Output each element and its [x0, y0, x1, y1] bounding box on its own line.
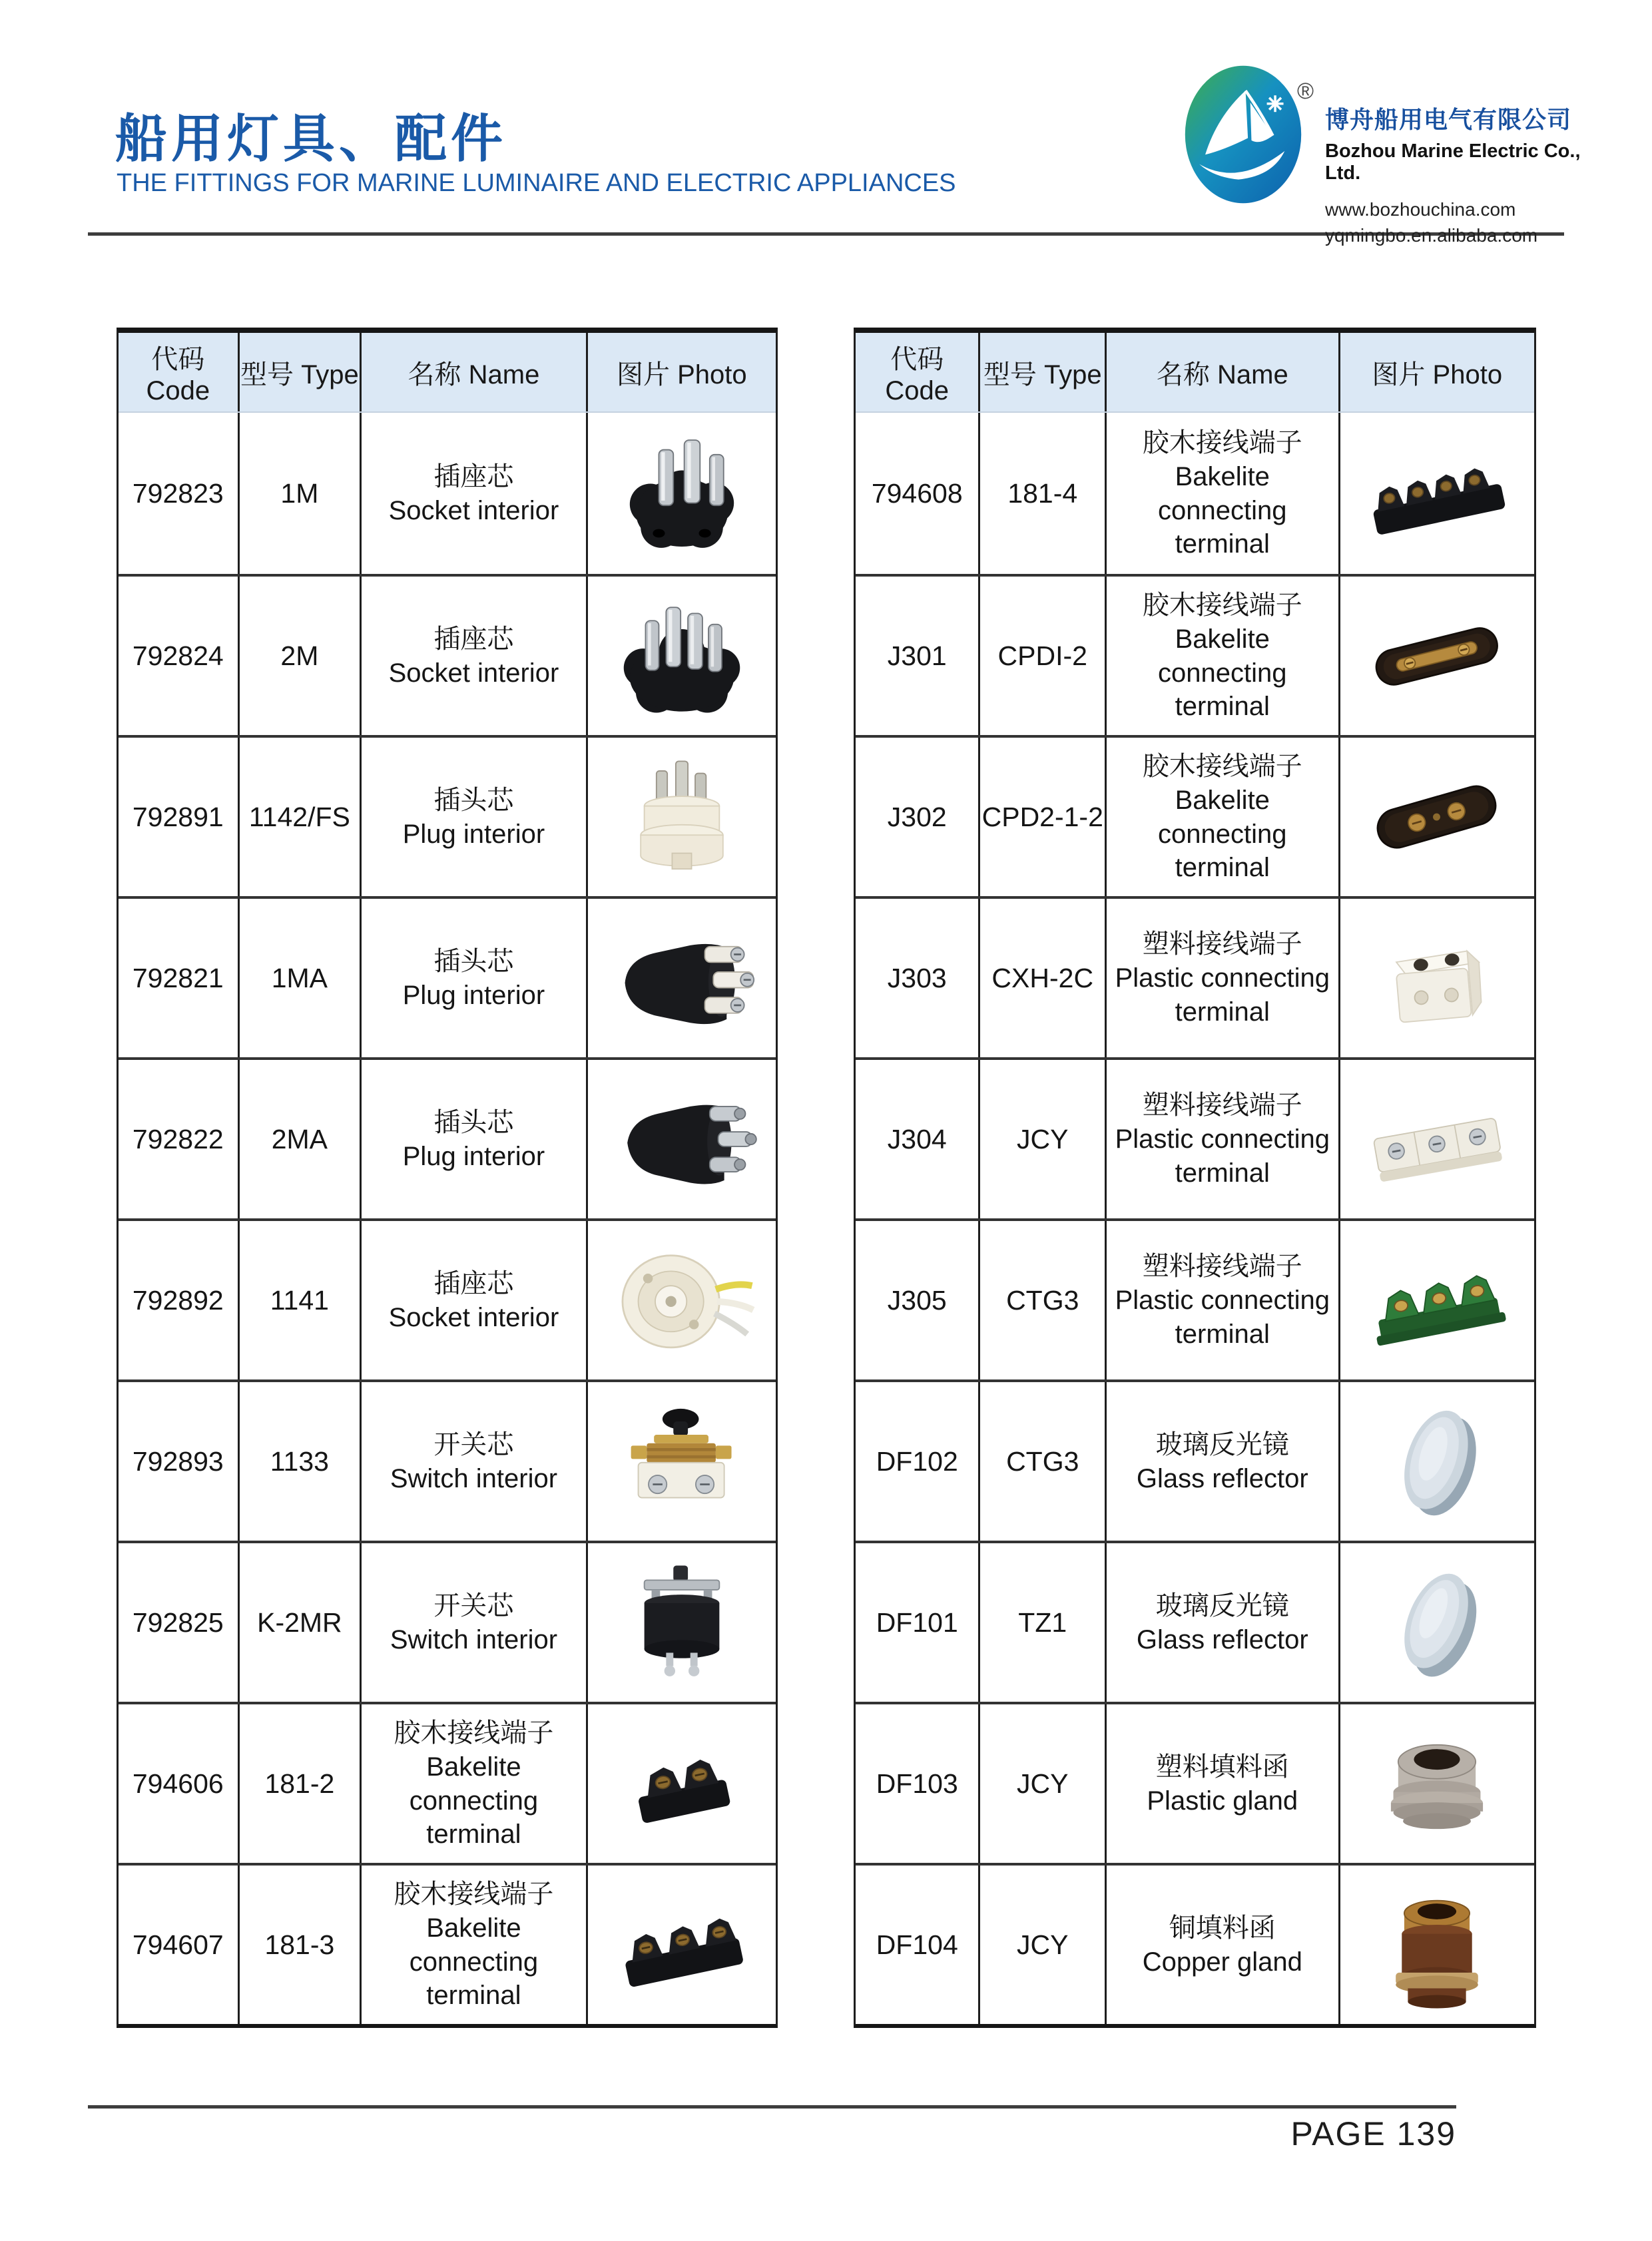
code-cell [856, 1543, 980, 1702]
type-cell [980, 1221, 1107, 1379]
table-row [856, 1541, 1534, 1702]
name-chinese: 插座芯 [433, 461, 514, 491]
name-chinese: 胶木接线端子 [394, 1879, 554, 1909]
name-chinese: 插座芯 [433, 624, 514, 654]
type-value: TZ1 [1018, 1607, 1067, 1638]
type-value: 1133 [270, 1445, 329, 1477]
product-photo-terminal-black-3 [599, 1878, 765, 2011]
table-row [119, 1057, 776, 1218]
code-cell [856, 577, 980, 735]
company-name-chinese: 博舟船用电气有限公司 [1325, 106, 1572, 133]
photo-cell [588, 1543, 776, 1702]
table-row [119, 1863, 776, 2024]
name-english: Switch interior [390, 1463, 558, 1493]
name-english: Socket interior [388, 495, 559, 525]
table-row [856, 735, 1534, 896]
table-row [119, 1541, 776, 1702]
type-value: 181-3 [264, 1929, 335, 1960]
photo-cell [588, 577, 776, 735]
photo-cell [1340, 1060, 1534, 1218]
table-header-row [856, 333, 1534, 413]
name-english: Plug interior [402, 819, 545, 849]
type-cell [240, 1382, 362, 1541]
name-chinese: 开关芯 [433, 1591, 514, 1620]
company-name-english: Bozhou Marine Electric Co., Ltd. [1325, 140, 1581, 184]
table-row [856, 1218, 1534, 1379]
code-cell [119, 577, 240, 735]
column-header-code: 代码 Code [856, 333, 980, 411]
name-english: Socket interior [388, 1302, 559, 1332]
name-cell [362, 1866, 588, 2024]
name-cell [362, 1221, 588, 1379]
name-english: Bakelite connecting terminal [409, 1913, 539, 2011]
type-value: CTG3 [1006, 1445, 1079, 1477]
code-value: 792824 [132, 640, 224, 671]
code-cell [119, 1866, 240, 2024]
product-photo-socket-black-2m [599, 589, 765, 722]
code-value: 792893 [132, 1445, 224, 1477]
name-english: Plastic connecting terminal [1115, 963, 1330, 1027]
type-cell [240, 413, 362, 574]
column-header-code: 代码 Code [119, 333, 240, 411]
photo-cell [588, 899, 776, 1057]
product-photo-gland-gray [1354, 1717, 1520, 1850]
photo-cell [588, 1060, 776, 1218]
type-cell [240, 1543, 362, 1702]
name-english: Copper gland [1142, 1947, 1302, 1977]
photo-cell [1340, 413, 1534, 574]
registered-trademark-icon: ® [1297, 79, 1314, 104]
name-cell [1107, 1704, 1340, 1863]
photo-cell [588, 413, 776, 574]
code-value: J303 [887, 962, 947, 993]
type-cell [980, 1060, 1107, 1218]
table-row [856, 1379, 1534, 1541]
table-row [119, 413, 776, 574]
name-cell [1107, 1382, 1340, 1541]
photo-cell [1340, 1543, 1534, 1702]
photo-cell [588, 1866, 776, 2024]
product-photo-terminal-green-3 [1354, 1234, 1520, 1367]
type-cell [980, 577, 1107, 735]
page-title-chinese: 船用灯具、配件 [115, 109, 507, 168]
product-photo-socket-white-wires [599, 1234, 765, 1367]
page-number: PAGE 139 [1290, 2115, 1456, 2152]
product-photo-plug-white [599, 750, 765, 883]
code-cell [856, 1221, 980, 1379]
code-value: 792823 [132, 477, 224, 509]
code-value: 792822 [132, 1123, 224, 1154]
photo-cell [1340, 1866, 1534, 2024]
code-value: 794608 [871, 477, 963, 509]
product-table-right [854, 328, 1536, 2028]
column-header-photo: 图片 Photo [1372, 360, 1503, 389]
photo-cell [588, 738, 776, 896]
product-photo-switch-k2mr [599, 1556, 765, 1689]
name-chinese: 胶木接线端子 [394, 1718, 554, 1748]
name-chinese: 插头芯 [433, 785, 514, 815]
photo-cell [1340, 899, 1534, 1057]
type-cell [980, 413, 1107, 574]
code-cell [856, 1866, 980, 2024]
code-cell [119, 1382, 240, 1541]
photo-cell [1340, 738, 1534, 896]
name-chinese: 塑料填料函 [1155, 1752, 1289, 1782]
code-cell [856, 1060, 980, 1218]
name-chinese: 胶木接线端子 [1142, 590, 1302, 620]
type-value: JCY [1017, 1929, 1069, 1960]
type-value: JCY [1017, 1123, 1069, 1154]
type-value: CPDI-2 [997, 640, 1087, 671]
table-row [856, 1057, 1534, 1218]
type-value: 1MA [271, 962, 328, 993]
code-cell [856, 1704, 980, 1863]
name-chinese: 塑料接线端子 [1142, 929, 1302, 959]
code-value: J305 [887, 1284, 947, 1316]
name-cell [1107, 1866, 1340, 2024]
photo-cell [588, 1704, 776, 1863]
product-photo-plug-black-1ma [599, 911, 765, 1045]
name-english: Plastic gland [1147, 1786, 1298, 1816]
name-english: Socket interior [388, 658, 559, 688]
code-value: J301 [887, 640, 947, 671]
name-english: Bakelite connecting terminal [1158, 624, 1287, 722]
name-cell [362, 899, 588, 1057]
name-cell [362, 1704, 588, 1863]
name-cell [1107, 413, 1340, 574]
company-website-1: www.bozhouchina.com [1325, 199, 1516, 220]
name-chinese: 铜填料函 [1169, 1913, 1276, 1943]
code-value: DF103 [876, 1768, 958, 1799]
type-value: CTG3 [1006, 1284, 1079, 1316]
name-chinese: 塑料接线端子 [1142, 1091, 1302, 1120]
code-value: DF104 [876, 1929, 958, 1960]
product-photo-plug-black-2ma [599, 1073, 765, 1206]
type-value: 1142/FS [248, 801, 350, 832]
type-value: 181-4 [1007, 477, 1078, 509]
name-english: Glass reflector [1136, 1463, 1308, 1493]
code-value: 792825 [132, 1607, 224, 1638]
code-value: DF101 [876, 1607, 958, 1638]
name-english: Bakelite connecting terminal [1158, 461, 1287, 559]
name-chinese: 插头芯 [433, 946, 514, 976]
code-cell [119, 738, 240, 896]
type-cell [980, 738, 1107, 896]
name-chinese: 插座芯 [433, 1268, 514, 1298]
name-english: Bakelite connecting terminal [409, 1752, 539, 1850]
page-title-english: THE FITTINGS FOR MARINE LUMINAIRE AND ELECTRIC APPLIANCES [117, 169, 956, 197]
company-websites [1325, 196, 1605, 248]
table-row [119, 735, 776, 896]
name-cell [1107, 1221, 1340, 1379]
code-value: J302 [887, 801, 947, 832]
name-cell [1107, 899, 1340, 1057]
type-value: 181-2 [264, 1768, 335, 1799]
name-chinese: 胶木接线端子 [1142, 427, 1302, 457]
type-value: CXH-2C [991, 962, 1094, 993]
type-value: 2MA [271, 1123, 328, 1154]
type-value: 2M [280, 640, 319, 671]
name-chinese: 胶木接线端子 [1142, 751, 1302, 781]
code-value: DF102 [876, 1445, 958, 1477]
code-cell [119, 413, 240, 574]
product-photo-reflector-oval [1354, 1395, 1520, 1528]
code-value: J304 [887, 1123, 947, 1154]
type-cell [980, 1866, 1107, 2024]
code-cell [119, 1221, 240, 1379]
table-row [119, 1702, 776, 1863]
name-cell [362, 1060, 588, 1218]
type-cell [240, 1221, 362, 1379]
code-value: 794607 [132, 1929, 224, 1960]
name-cell [362, 413, 588, 574]
product-photo-terminal-black-2 [599, 1717, 765, 1850]
product-photo-reflector-oval-2 [1354, 1556, 1520, 1689]
product-photo-terminal-black-4 [1354, 427, 1520, 560]
column-header-type: 型号 Type [980, 333, 1107, 411]
table-row [856, 413, 1534, 574]
table-row [856, 1702, 1534, 1863]
table-row [856, 574, 1534, 735]
code-cell [856, 738, 980, 896]
photo-cell [1340, 1704, 1534, 1863]
name-cell [362, 1543, 588, 1702]
name-chinese: 塑料接线端子 [1142, 1252, 1302, 1282]
photo-cell [588, 1221, 776, 1379]
type-value: 1141 [270, 1284, 329, 1316]
type-cell [240, 899, 362, 1057]
table-row [856, 896, 1534, 1057]
type-cell [980, 1382, 1107, 1541]
code-cell [119, 1704, 240, 1863]
type-cell [240, 1704, 362, 1863]
name-english: Plastic connecting terminal [1115, 1124, 1330, 1188]
type-cell [980, 1704, 1107, 1863]
product-photo-terminal-white-3 [1354, 1073, 1520, 1206]
code-cell [856, 899, 980, 1057]
code-value: 792821 [132, 962, 224, 993]
name-english: Plug interior [402, 980, 545, 1010]
name-english: Glass reflector [1136, 1624, 1308, 1654]
column-header-type: 型号 Type [240, 333, 362, 411]
product-photo-gland-copper [1354, 1878, 1520, 2011]
product-photo-switch-1133 [599, 1395, 765, 1528]
code-cell [119, 1543, 240, 1702]
product-table-left [117, 328, 778, 2028]
type-cell [980, 899, 1107, 1057]
table-row [119, 1379, 776, 1541]
type-cell [240, 577, 362, 735]
name-english: Plug interior [402, 1141, 545, 1171]
code-cell [856, 1382, 980, 1541]
table-row [119, 574, 776, 735]
table-row [856, 1863, 1534, 2024]
table-row [119, 1218, 776, 1379]
name-chinese: 开关芯 [433, 1429, 514, 1459]
name-cell [362, 577, 588, 735]
column-header-name: 名称 Name [1107, 333, 1340, 411]
name-chinese: 玻璃反光镜 [1155, 1429, 1289, 1459]
company-logo-sailboat-icon [1184, 64, 1302, 205]
name-english: Plastic connecting terminal [1115, 1286, 1330, 1349]
type-value: JCY [1017, 1768, 1069, 1799]
code-value: 792891 [132, 801, 224, 832]
product-photo-plate-oval-brass [1354, 589, 1520, 722]
name-cell [1107, 577, 1340, 735]
type-cell [240, 1060, 362, 1218]
photo-cell [1340, 1221, 1534, 1379]
photo-cell [1340, 577, 1534, 735]
code-cell [119, 1060, 240, 1218]
product-photo-socket-black-1m [599, 427, 765, 560]
name-english: Switch interior [390, 1624, 558, 1654]
name-english: Bakelite connecting terminal [1158, 785, 1287, 883]
name-chinese: 插头芯 [433, 1107, 514, 1137]
column-header-name: 名称 Name [362, 333, 588, 411]
type-value: 1M [280, 477, 319, 509]
photo-cell [588, 1382, 776, 1541]
name-cell [362, 738, 588, 896]
company-info-block [1325, 101, 1605, 248]
name-chinese: 玻璃反光镜 [1155, 1591, 1289, 1620]
type-value: CPD2-1-2 [981, 801, 1103, 832]
code-cell [856, 413, 980, 574]
name-cell [1107, 1543, 1340, 1702]
footer-divider [88, 2105, 1456, 2109]
product-photo-plate-oval-2pin [1354, 750, 1520, 883]
company-website-2: yqmingbo.en.alibaba.com [1325, 225, 1538, 246]
code-value: 792892 [132, 1284, 224, 1316]
name-cell [362, 1382, 588, 1541]
code-cell [119, 899, 240, 1057]
column-header-photo: 图片 Photo [617, 360, 747, 389]
table-header-row [119, 333, 776, 413]
code-value: 794606 [132, 1768, 224, 1799]
type-cell [980, 1543, 1107, 1702]
name-cell [1107, 738, 1340, 896]
type-cell [240, 1866, 362, 2024]
type-value: K-2MR [257, 1607, 342, 1638]
type-cell [240, 738, 362, 896]
photo-cell [1340, 1382, 1534, 1541]
name-cell [1107, 1060, 1340, 1218]
product-photo-ceramic-white-2hole [1354, 911, 1520, 1045]
table-row [119, 896, 776, 1057]
